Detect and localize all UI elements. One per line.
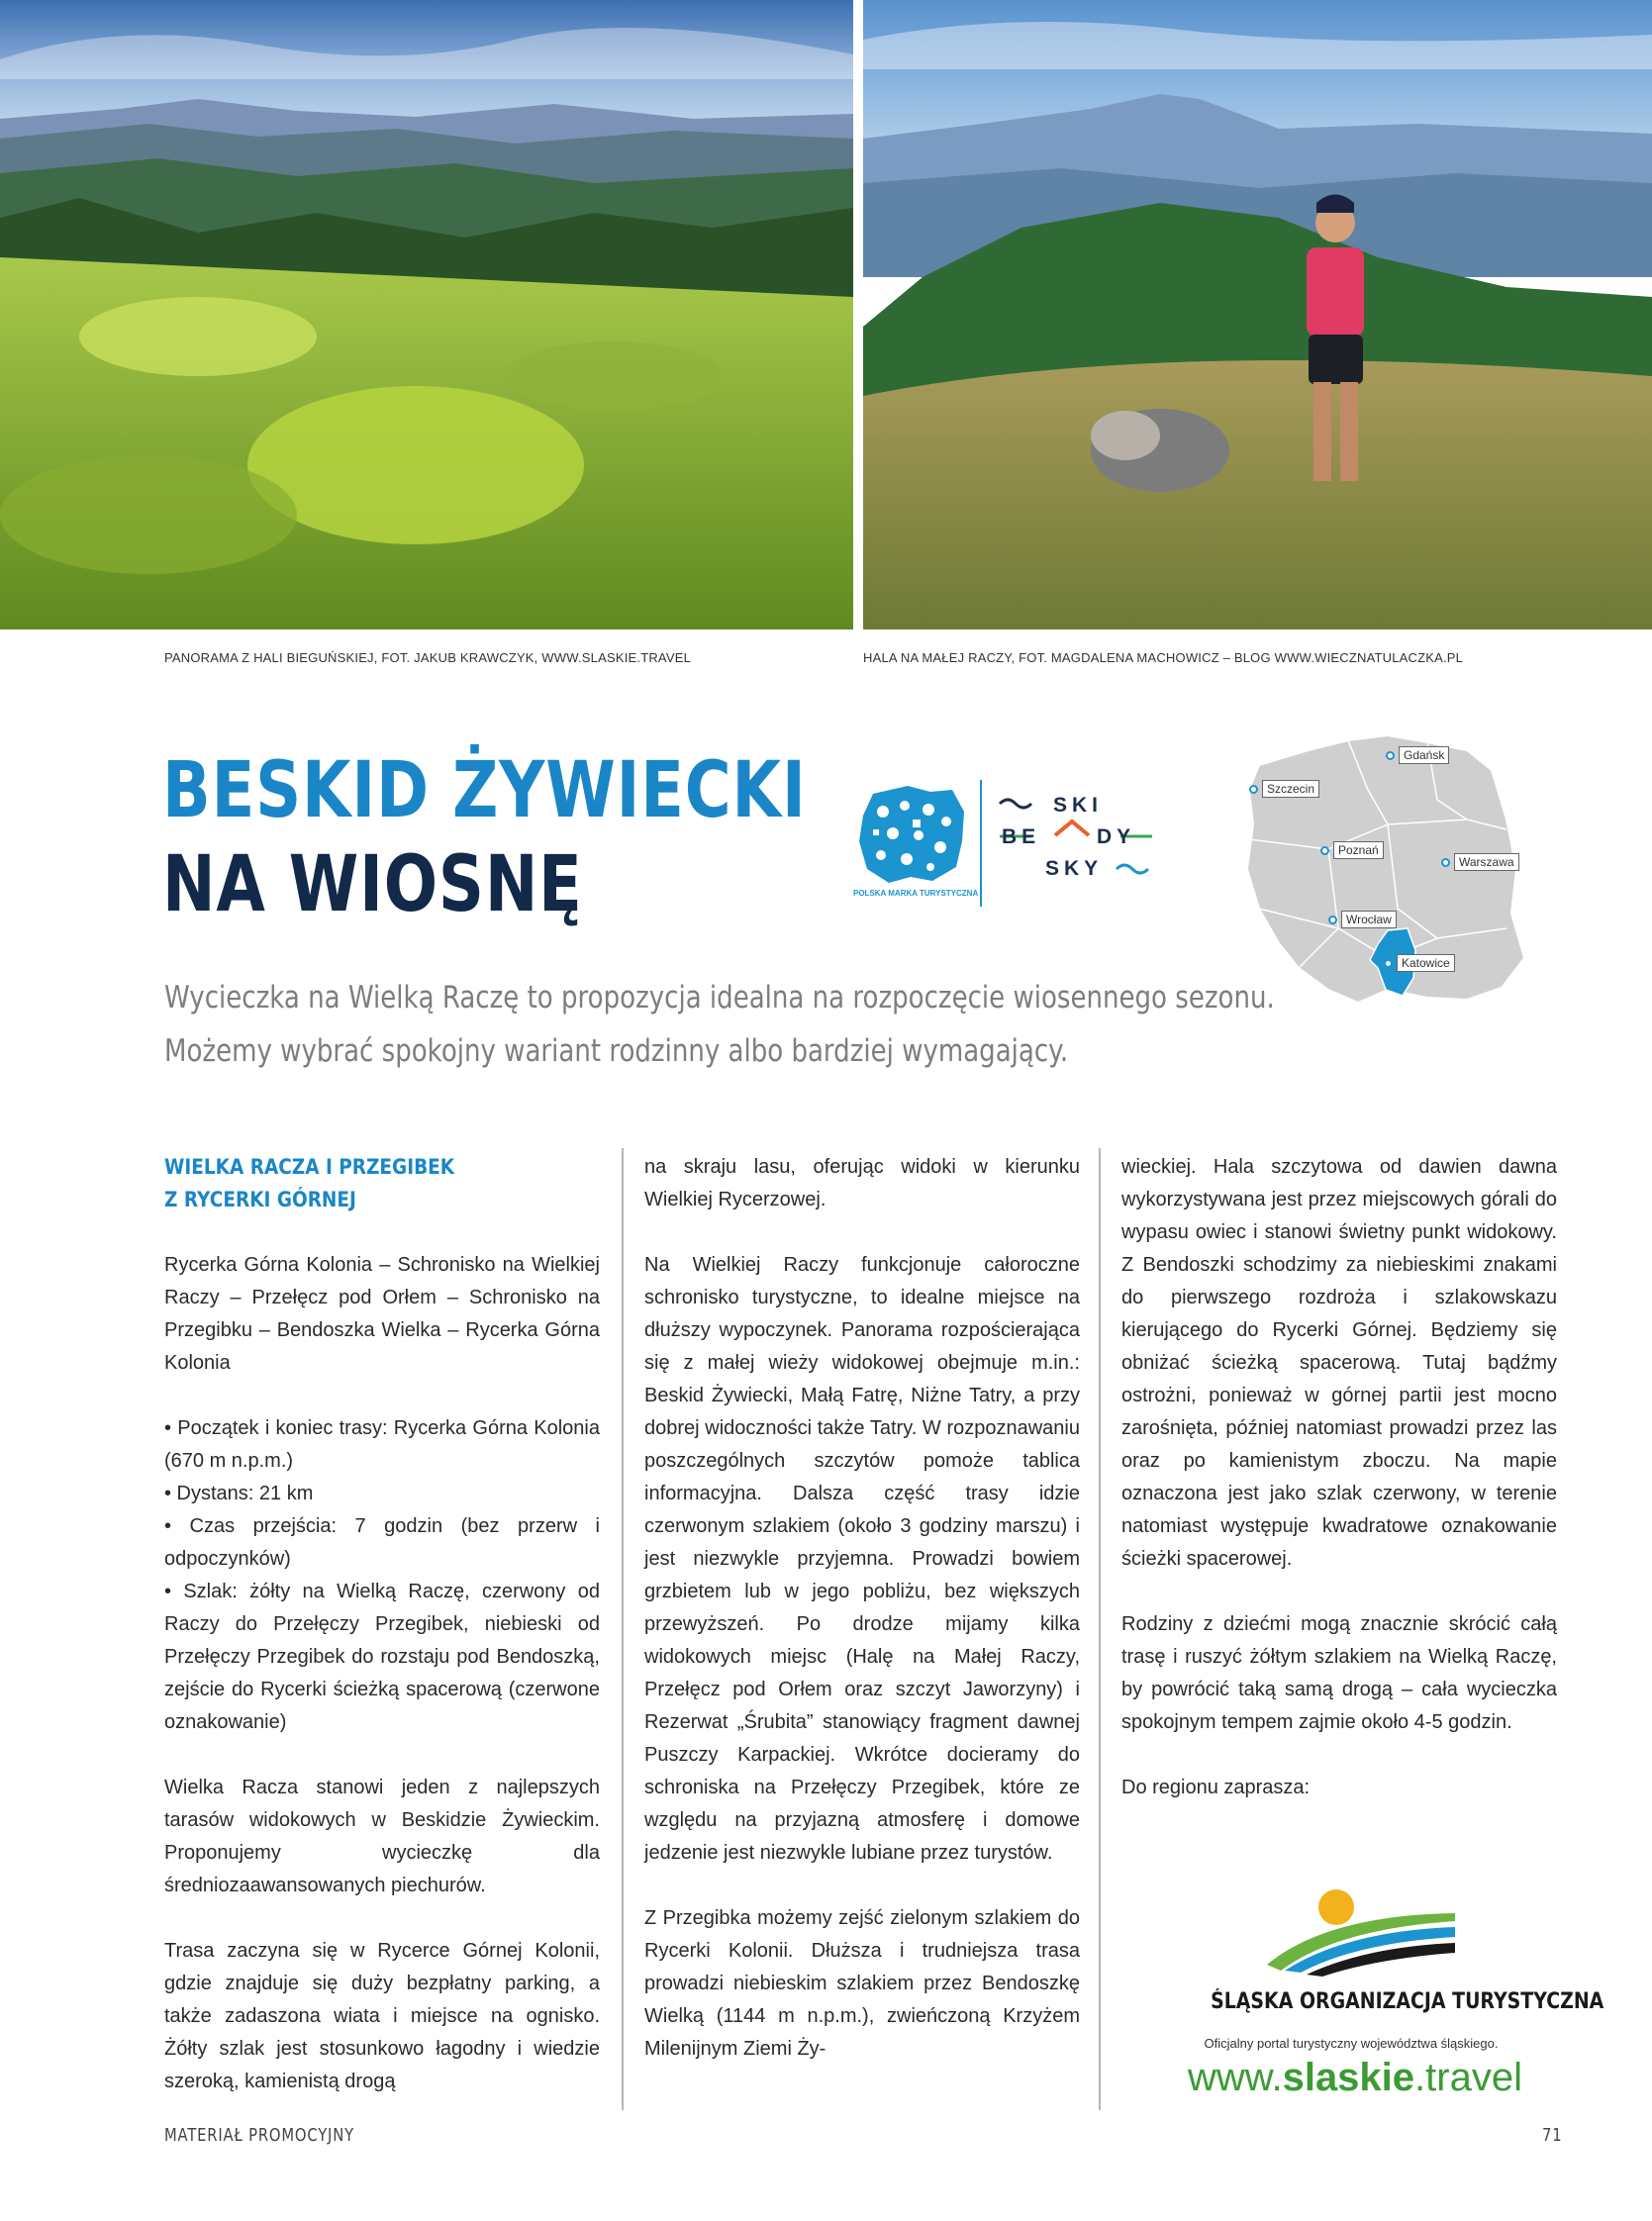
paragraph-przegibek-continued: wieckiej. Hala szczytowa od dawien dawna wykorzystywana jest przez miejscowych górali do wypasu owiec i stanowi świetny punkt widokowy. Z Bendoszki schodzimy za niebieskimi znakami do pierwszego rozdroża i szlakowskazu kierującego do Rycerki Górnej. Będziemy się obniżać ścieżką spacerową. Tutaj bądźmy ostrożni, ponieważ w górnej partii jest mocno zarośnięta, później natomiast prowadzi przez las oraz po kamienistym zboczu. Na mapie oznaczona jest jako szlak czerwony, w terenie natomiast występuje kwadratowe oznakowanie ścieżki spacerowej.	[1121, 1156, 1557, 1570]
beskidy-sky: SKY	[1045, 857, 1104, 880]
photo-caption-right: HALA NA MAŁEJ RACZY, FOT. MAGDALENA MACHOWICZ – BLOG WWW.WIECZNATULACZKA.PL	[863, 650, 1464, 665]
page-number: 71	[1542, 2125, 1563, 2146]
map-city-poznan: Poznań	[1320, 841, 1384, 859]
paragraph-trasa-continued: na skraju lasu, oferując widoki w kierunku Wielkiej Rycerzowej.	[644, 1156, 1080, 1210]
paragraph-trasa: Trasa zaczyna się w Rycerce Górnej Kolonii, gdzie znajduje się duży bezpłatny parking, a także zadaszona wiata i miejsce na ognisko. Żółty szlak jest stosunkowo łagodny i wiedzie szeroką, kamienistą drogą	[164, 1940, 600, 2092]
slaska-organizacja-turystyczna-logo	[1188, 1885, 1604, 2099]
article-column-1	[164, 1151, 600, 2098]
beskidy-be: BE	[1002, 825, 1041, 848]
map-city-szczecin: Szczecin	[1249, 780, 1319, 798]
section-heading-line2: Z RYCERKI GÓRNEJ	[164, 1188, 356, 1211]
invite-text: Do regionu zaprasza:	[1121, 1777, 1311, 1798]
page-title-line1: BESKID ŻYWIECKI	[162, 746, 807, 835]
bullet-start: • Początek i koniec trasy: Rycerka Górna Kolonia (670 m n.p.m.)	[164, 1417, 600, 1472]
poland-map	[1239, 730, 1536, 1017]
map-city-warszawa: Warszawa	[1441, 853, 1519, 871]
lead-text-line1: Wycieczka na Wielką Raczę to propozycja idealna na rozpoczęcie wiosennego sezonu.	[164, 980, 1275, 1015]
column-divider-2	[1099, 1148, 1101, 2110]
beskidy-ski: SKI	[1053, 794, 1104, 817]
bullet-distance: • Dystans: 21 km	[164, 1483, 314, 1504]
sot-name: ŚLĄSKA ORGANIZACJA TURYSTYCZNA	[1211, 1989, 1604, 2014]
page-title-line2: NA WIOSNĘ	[162, 840, 583, 929]
photo-caption-left: PANORAMA Z HALI BIEGUŃSKIEJ, FOT. JAKUB KRAWCZYK, WWW.SLASKIE.TRAVEL	[164, 650, 692, 665]
bullet-time: • Czas przejścia: 7 godzin (bez przerw i odpoczynków)	[164, 1515, 600, 1570]
map-city-katowice: Katowice	[1384, 954, 1455, 972]
section-heading-line1: WIELKA RACZA I PRZEGIBEK	[164, 1155, 455, 1179]
footer-label: MATERIAŁ PROMOCYJNY	[164, 2125, 354, 2146]
polska-marka-turystyczna-logo	[853, 782, 979, 907]
paragraph-schronisko: Na Wielkiej Raczy funkcjonuje całoroczne schronisko turystyczne, to idealne miejsce na dłuższy wypoczynek. Panorama rozpościerająca się z małej wieży widokowej obejmuje m.in.: Beskid Żywiecki, Małą Fatrę, Niżne Tatry, a przy dobrej widoczności także Tatry. W rozpoznawaniu poszczególnych szczytów pomoże tablica informacyjna. Dalsza część trasy idzie czerwonym szlakiem (około 3 godziny marszu) i jest niezwykle przyjemna. Prowadzi bowiem grzbietem lub w jego pobliżu, bez większych przewyższeń. Po drodze mijamy kilka widokowych miejsc (Halę na Małej Raczy, Przełęcz pod Orłem oraz szczyt Jaworzyny) i Rezerwat „Śrubita” stanowiący fragment dawnej Puszczy Karpackiej. Wkrótce docieramy do schroniska na Przełęczy Przegibek, które ze względu na przyjazną atmosferę i domowe jedzenie jest niezwykle lubiane przez turystów.	[644, 1254, 1080, 1864]
column-divider-1	[622, 1148, 624, 2110]
paragraph-przegibek: Z Przegibka możemy zejść zielonym szlakiem do Rycerki Kolonii. Dłuższa i trudniejsza trasa prowadzi niebieskim szlakiem przez Bendoszkę Wielką (1144 m n.p.m.), zwieńczoną Krzyżem Milenijnym Ziemi Ży-	[644, 1907, 1080, 2060]
sot-portal-text: Oficjalny portal turystyczny województwa śląskiego.	[1204, 2036, 1499, 2051]
bullet-trail: • Szlak: żółty na Wielką Raczę, czerwony od Raczy do Przełęczy Przegibek, niebieski od Przełęczy Przegibek do rozstaju pod Bendoszką, zejście do Rycerki ścieżką spacerową (czerwone oznakowanie)	[164, 1581, 600, 1733]
photo-hala-bieguńska	[0, 0, 853, 629]
beskidy-logo	[998, 792, 1156, 891]
article-column-3	[1121, 1151, 1557, 1804]
poland-icons-map-icon	[853, 782, 970, 886]
poland-outline-icon	[1239, 730, 1536, 1017]
sun-hills-icon	[1267, 1885, 1455, 1984]
logo-divider	[980, 780, 982, 907]
lead-text-line2: Możemy wybrać spokojny wariant rodzinny albo bardziej wymagający.	[164, 1033, 1069, 1069]
map-city-wroclaw: Wrocław	[1328, 911, 1397, 928]
route-description: Rycerka Górna Kolonia – Schronisko na Wielkiej Raczy – Przełęcz pod Orłem – Schronisko na Przegibku – Bendoszka Wielka – Rycerka Górna Kolonia	[164, 1254, 600, 1374]
article-column-2	[644, 1151, 1080, 2066]
photo-hala-mala-racza	[863, 0, 1652, 629]
beskidy-dy: DY	[1097, 825, 1136, 848]
map-city-gdansk: Gdańsk	[1386, 746, 1449, 764]
paragraph-rodziny: Rodziny z dziećmi mogą znacznie skrócić całą trasę i ruszyć żółtym szlakiem na Wielką Raczę, by powrócić taką samą drogą – cała wycieczka spokojnym tempem zajmie około 4-5 godzin.	[1121, 1613, 1557, 1733]
pmt-label: POLSKA MARKA TURYSTYCZNA	[853, 889, 979, 898]
slaskie-travel-url[interactable]: www.slaskie.travel	[1188, 2056, 1522, 2099]
paragraph-wielka-racza: Wielka Racza stanowi jeden z najlepszych tarasów widokowych w Beskidzie Żywieckim. Proponujemy wycieczkę dla średniozaawansowanych piechurów.	[164, 1777, 600, 1896]
